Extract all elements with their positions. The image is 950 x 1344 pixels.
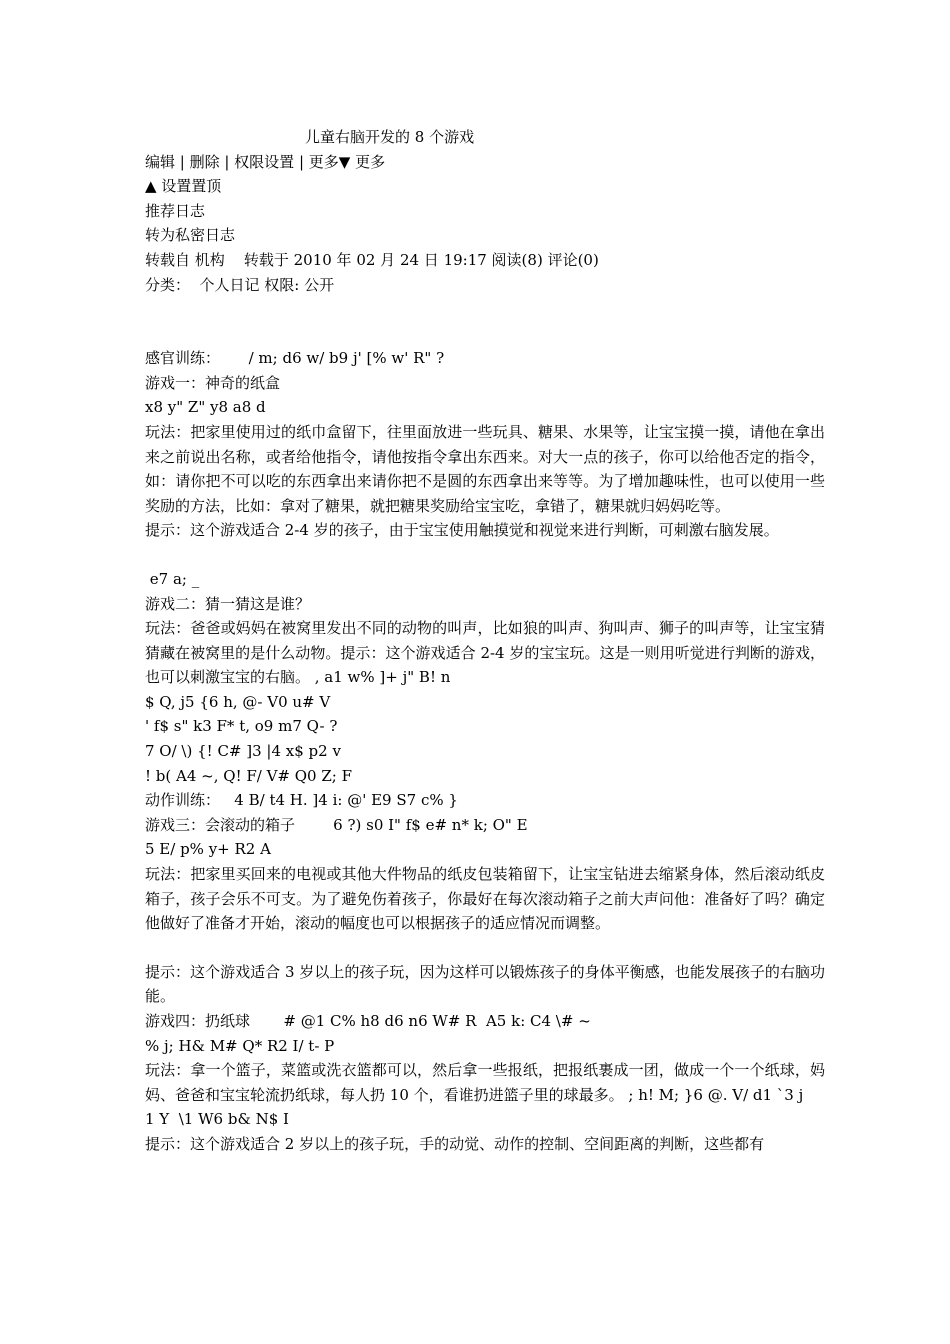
paragraph: 玩法：爸爸或妈妈在被窝里发出不同的动物的叫声，比如狼的叫声、狗叫声、狮子的叫声等，让宝宝猜猜藏在被窝里的是什么动物。提示：这个游戏适合 2-4 岁的宝宝玩。这是一则用听觉进行判断的游戏，也可以刺激宝宝的右脑。 , a1 w% ]+ j" B! n [145,619,825,687]
toolbar-links[interactable]: 编辑 | 删除 | 权限设置 | 更多▼ 更多 [145,152,386,171]
tip-paragraph: 提示：这个游戏适合 2 岁以上的孩子玩，手的动觉、动作的控制、空间距离的判断，这些都有 [145,1134,765,1153]
game-title: 游戏三：会滚动的箱子 6 ?) s0 I" f$ e# n* k; O" E [145,815,528,834]
text-line: ' f$ s" k3 F* t, o9 m7 Q- ? [145,717,338,736]
make-private-link[interactable]: 转为私密日志 [145,226,236,245]
text-line: $ Q, j5 {6 h, @- V0 u# V [145,692,331,711]
section-heading: 感官训练： / m; d6 w/ b9 j' [% w' R" ? [145,349,445,368]
game-title: 游戏四：扔纸球 # @1 C% h8 d6 n6 W# R A5 k: C4 \# ~ [145,1012,591,1030]
text-line: x8 y" Z" y8 a8 d [145,398,266,417]
paragraph: 玩法：拿一个篮子，菜篮或洗衣篮都可以，然后拿一些报纸，把报纸裹成一团，做成一个一个纸球，妈妈、爸爸和宝宝轮流扔纸球，每人扔 10 个，看谁扔进篮子里的球最多。 ; h! M; }6 @. V/ d1 `3 j [145,1061,825,1104]
spacer [145,543,825,567]
recommend-log-link[interactable]: 推荐日志 [145,201,206,220]
game-title: 游戏二：猜一猜这是谁？ [145,594,311,613]
pin-to-top-link[interactable]: ▲ 设置置顶 [145,177,222,196]
document-page [145,125,825,1157]
text-line: % j; H& M# Q* R2 I/ t- P [145,1036,335,1055]
spacer [145,297,825,346]
repost-meta: 转载自 机构 转载于 2010 年 02 月 24 日 19:17 阅读(8) 评论(0) [145,250,599,269]
page-title: 儿童右脑开发的 8 个游戏 [305,128,475,146]
game-title: 游戏一：神奇的纸盒 [145,373,281,392]
text-line: e7 a; _ [145,569,200,588]
text-line: 1 Y \1 W6 b& N$ I [145,1110,289,1129]
tip-paragraph: 提示：这个游戏适合 2-4 岁的孩子，由于宝宝使用触摸觉和视觉来进行判断，可刺激右脑发展。 [145,521,779,540]
tip-paragraph: 提示：这个游戏适合 3 岁以上的孩子玩，因为这样可以锻炼孩子的身体平衡感，也能发展孩子的右脑功能。 [145,962,825,1006]
category-line: 分类： 个人日记 权限: 公开 [145,275,335,294]
paragraph: 玩法：把家里买回来的电视或其他大件物品的纸皮包装箱留下，让宝宝钻进去缩紧身体，然后滚动纸皮箱子，孩子会乐不可支。为了避免伤着孩子，你最好在每次滚动箱子之前大声问他：准备好了吗？确定他做好了准备才开始，滚动的幅度也可以根据孩子的适应情况而调整。 [145,865,825,933]
paragraph: 玩法：把家里使用过的纸巾盒留下，往里面放进一些玩具、糖果、水果等，让宝宝摸一摸，请他在拿出来之前说出名称，或者给他指令，请他按指令拿出东西来。对大一点的孩子，你可以给他否定的指令，如：请你把不可以吃的东西拿出来请你把不是圆的东西拿出来等等。为了增加趣味性，也可以使用一些奖励的方法，比如：拿对了糖果，就把糖果奖励给宝宝吃，拿错了，糖果就归妈妈吃等。 [145,422,825,515]
text-line: 7 O/ \) {! C# ]3 |4 x$ p2 v [145,742,341,761]
text-line: ! b( A4 ~, Q! F/ V# Q0 Z; F [145,766,353,785]
text-line: 5 E/ p% y+ R2 A [145,840,271,859]
spacer [145,936,825,960]
section-heading: 动作训练： 4 B/ t4 H. ]4 i: @' E9 S7 c% } [145,791,458,810]
